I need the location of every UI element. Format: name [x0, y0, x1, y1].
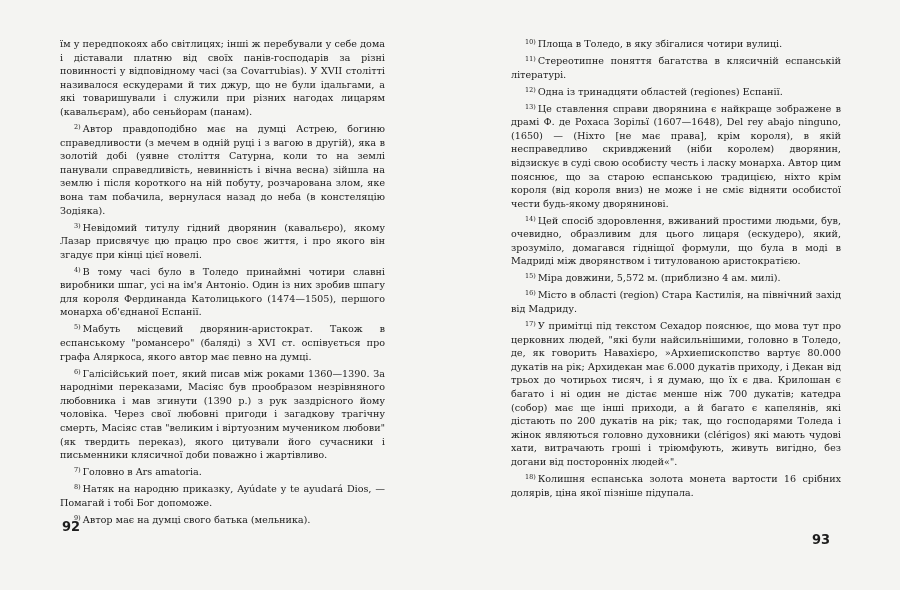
footnote-text: Місто в області (region) Стара Кастилія, на північний захід від Мадриду.	[511, 290, 841, 316]
footnote-number: 15)	[525, 272, 536, 281]
footnote-text: Цей спосіб здоровлення, вживаний простими людьми, був, очевидно, образливим для цього лицаря (ескудеро), який, зрозуміло, домагався гідніщої формули, що була в моді в Мадриді між дворянством і титулованою аристократією.	[511, 215, 841, 268]
footnote-number: 14)	[525, 214, 536, 223]
footnote-number: 6)	[74, 367, 81, 376]
footnote	[511, 320, 841, 470]
footnote	[511, 86, 841, 100]
footnote	[511, 38, 841, 52]
footnote-text: В тому часі було в Толедо принаймні чотири славні виробники шпаг, усі на ім'я Антоніо. Один із них зробив шпагу для короля Фердинанда Католицького (1474—1505), першого монарха об'єднаної Еспанії.	[60, 266, 385, 319]
footnote-text: Автор правдоподібно має на думці Астрею, богиню справедливости (з мечем в одній руці і з вагою в другій), яка в золотій добі (уявне століття Сатурна, коли то на землі панували справедливість, невинність і вічна весна) зійшла на землю і після короткого на ній побуту, розчарована злом, яке вона там побачила, вернулася назад до неба (в констеляцію Зодіяка).	[60, 123, 385, 217]
right-page	[511, 38, 841, 504]
footnote-number: 7)	[74, 466, 81, 475]
footnote-text: Стереотипне поняття багатства в клясичній еспанській літературі.	[511, 55, 841, 81]
footnote	[60, 323, 385, 364]
footnote-number: 16)	[525, 289, 536, 298]
footnote-number: 3)	[74, 221, 81, 230]
footnote-text: Автор має на думці свого батька (мельника).	[82, 514, 311, 526]
left-footnotes	[60, 123, 385, 527]
page-number-left: 92	[62, 520, 81, 535]
footnote	[60, 466, 385, 480]
left-page	[60, 38, 385, 531]
footnote-number: 2)	[74, 122, 81, 131]
footnote-text: Площа в Толедо, в яку збігалися чотири вулиці.	[537, 39, 783, 50]
page-number-right: 93	[812, 533, 831, 548]
footnote-text: Одна із тринадцяти областей (regiones) Еспанії.	[537, 86, 783, 98]
footnote-text: У примітці під текстом Сехадор пояснює, що мова тут про церковних людей, "які були найсильнішими, головно в Толедо, де, як говорить Навахієро, »Архиепископство вартує 80.000 дукатів на рік; Архидекан має 6.000 дукатів приходу, і Декан від трьох до чотирьох тисяч, і я думаю, що їх є два. Крилошан є багато і ні один не дістає менше ніж 700 дукатів; катедра (собор) має ще інші приходи, а й багато є капелянів, які дістають по 200 дукатів на рік; так, що господарями Толеда і жінок являються головно духовники (clérigos) які мають чудові хати, витрачають гроші і тріюмфують, живуть вигідно, без догани від посторонніх людей«".	[511, 321, 841, 468]
footnote-number: 11)	[525, 54, 536, 63]
footnote	[511, 289, 841, 316]
footnote-text: Галісійський поет, який писав між роками 1360—1390. За народніми переказами, Масіяс був прообразом незрівняного любовника і мав згинути (1390 р.) з рук заздрісного йому чоловіка. Через свої любовні пригоди і загадкову трагічну смерть, Масіяс став "великим і віртуозним мучеником любови" (як твердить переказ), якого цитували його сучасники і письменники клясичної доби поважно і жартівливо.	[60, 368, 385, 462]
footnote	[60, 123, 385, 218]
footnote	[511, 272, 841, 286]
footnote-number: 10)	[525, 38, 536, 46]
footnote	[60, 222, 385, 263]
footnote-text: Натяк на народню приказку, Ayúdate y te ayudará Dios, — Помагай і тобі Бог допоможе.	[60, 484, 385, 509]
footnote-number: 5)	[74, 323, 81, 332]
footnote	[60, 514, 385, 528]
footnote-text: Це ставлення справи дворянина є найкраще зображене в драмі Ф. де Рохаса Зорільї (1607—1648), Del rey abajo ninguno, (1650) — (Ніхто [не має права], крім короля), в якій несправедливо скривджений (ніби королем) дворянин, відзискує в суді свою особисту честь і ласку монарха. Автор цим пояснює, що за старою еспанською традицією, ніхто крім короля (від короля вниз) не може і не сміє відняти особистої чести будь-якому дворянинові.	[511, 103, 842, 210]
footnote	[60, 368, 385, 463]
footnote	[511, 215, 841, 269]
footnote-number: 17)	[525, 320, 536, 329]
footnote-text: Колишня еспанська золота монета вартости 16 срібних долярів, ціна якої пізніше підупала.	[511, 473, 841, 499]
footnote-number: 18)	[525, 472, 536, 481]
footnote	[511, 103, 841, 212]
footnote-text: Міра довжини, 5,572 м. (приблизно 4 ам. милі).	[537, 273, 781, 285]
right-footnotes	[511, 38, 841, 500]
footnote-number: 13)	[525, 102, 536, 111]
footnote-text: Мабуть місцевий дворянин-аристократ. Також в еспанському "романсеро" (баляді) з XVI ст. оспівується про графа Аляркоса, якого автор має певно на думці.	[60, 324, 385, 363]
footnote	[511, 55, 841, 82]
footnote-number: 12)	[525, 85, 536, 94]
footnote	[511, 473, 841, 500]
left-continuation: їм у передпокоях або світлицях; інші ж перебували у себе дома і діставали платню від своїх панів-господарів за різні повинності у відповідному часі (за Covarrubias). У XVII столітті називалося ескудерами й тих джур, що не були ідальгами, а які товаришували і служили при різних нагодах лицарям (кавальєрам), або сеньйорам (панам).	[60, 39, 385, 118]
footnote-number: 4)	[74, 265, 81, 274]
footnote	[60, 266, 385, 320]
footnote-text: Головно в Ars amatoria.	[82, 467, 202, 479]
footnote-number: 8)	[74, 483, 81, 492]
footnote-number: 9)	[74, 513, 81, 522]
footnote	[60, 483, 385, 510]
footnote-text: Невідомий титулу гідний дворянин (кавальєро), якому Лазар присвячує цю працю про своє життя, і про якого він згадує при кінці цієї новелі.	[60, 222, 385, 261]
